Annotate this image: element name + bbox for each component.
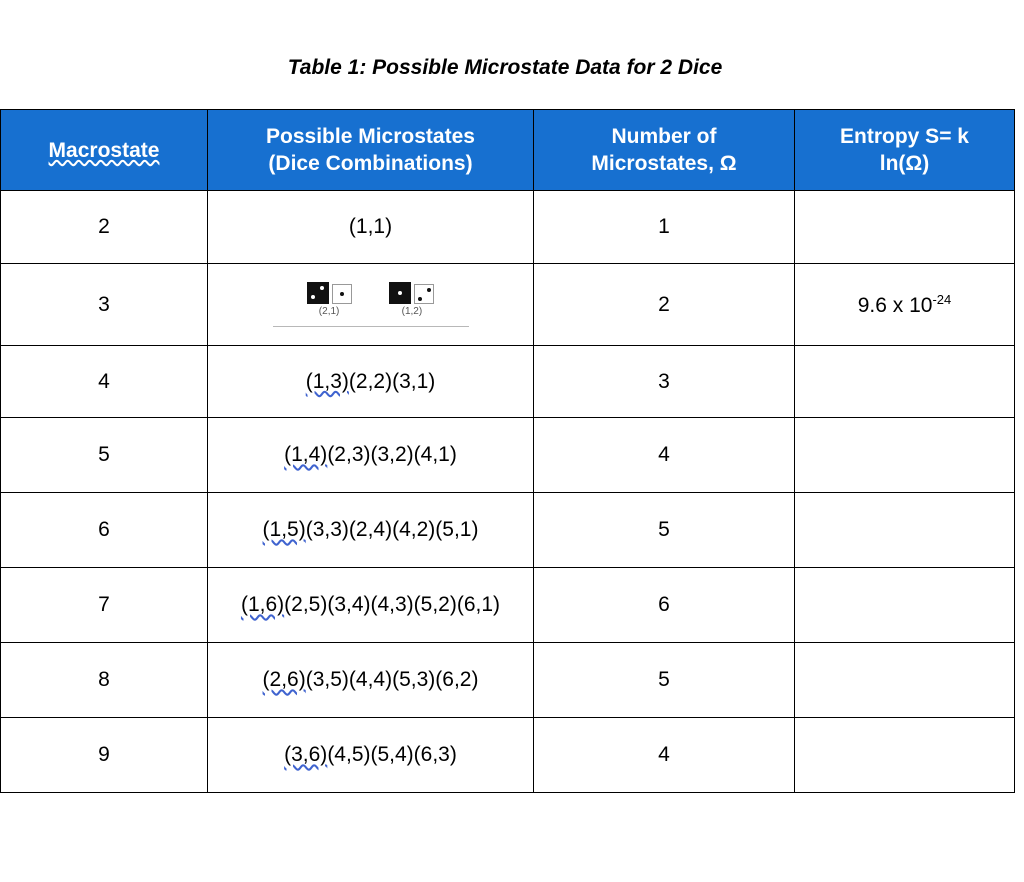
entropy-cell	[795, 418, 1015, 493]
macrostate-cell: 6	[1, 493, 208, 568]
macrostate-cell: 4	[1, 346, 208, 418]
count-cell: 4	[534, 718, 795, 793]
dice-pair-label: (2,1)	[318, 306, 340, 317]
spellcheck-flagged-text: (1,3)	[305, 369, 349, 393]
microstates-cell	[208, 718, 534, 793]
macrostate-cell: 5	[1, 418, 208, 493]
macrostate-cell: 2	[1, 191, 208, 264]
microstates-cell	[208, 346, 534, 418]
microstates-rest: (3,5)(4,4)(5,3)(6,2)	[305, 668, 479, 691]
table-row	[1, 264, 1015, 346]
header-microstates-line1: Possible Microstates	[266, 125, 475, 148]
microstates-rest: (2,3)(3,2)(4,1)	[327, 443, 457, 466]
entropy-cell	[795, 718, 1015, 793]
dice-pair-2-1	[307, 282, 352, 317]
entropy-cell	[795, 493, 1015, 568]
dice-pair-1-2	[389, 282, 434, 317]
entropy-cell	[795, 191, 1015, 264]
spellcheck-flagged-text: (1,4)	[284, 443, 328, 466]
entropy-cell	[795, 643, 1015, 718]
header-microstates-line2: (Dice Combinations)	[268, 152, 473, 175]
microstate-table	[0, 109, 1015, 793]
table-caption: Table 1: Possible Microstate Data for 2 Dice	[287, 56, 723, 79]
table-row	[1, 191, 1015, 264]
table-row	[1, 418, 1015, 493]
die-face-two-icon	[414, 284, 434, 304]
count-cell: 4	[534, 418, 795, 493]
header-row	[1, 110, 1015, 191]
table-row	[1, 718, 1015, 793]
microstates-rest: (4,5)(5,4)(6,3)	[327, 743, 457, 766]
microstates-cell	[208, 643, 534, 718]
entropy-exponent: -24	[932, 291, 952, 307]
count-cell: 3	[534, 346, 795, 418]
header-number-line1: Number of	[611, 125, 717, 148]
spellcheck-flagged-text: (2,6)	[262, 668, 306, 691]
header-entropy	[795, 110, 1015, 191]
spellcheck-flagged-text: (3,6)	[284, 743, 328, 766]
die-face-one-icon	[332, 284, 352, 304]
count-cell: 2	[534, 264, 795, 346]
dice-pair-label: (1,2)	[401, 306, 423, 317]
die-face-one-icon	[389, 282, 411, 304]
table-row	[1, 568, 1015, 643]
microstates-rest: (2,5)(3,4)(4,3)(5,2)(6,1)	[284, 593, 501, 616]
microstates-cell: (1,1)	[208, 191, 534, 264]
header-macrostate	[1, 110, 208, 191]
count-cell: 5	[534, 643, 795, 718]
count-cell: 6	[534, 568, 795, 643]
count-cell: 5	[534, 493, 795, 568]
macrostate-cell: 8	[1, 643, 208, 718]
entropy-cell	[795, 568, 1015, 643]
header-macrostate-label: Macrostate	[48, 138, 160, 162]
die-face-two-icon	[307, 282, 329, 304]
spellcheck-flagged-text: (1,6)	[240, 593, 285, 616]
microstates-cell	[208, 568, 534, 643]
count-cell: 1	[534, 191, 795, 264]
entropy-cell	[795, 346, 1015, 418]
entropy-cell	[795, 264, 1015, 346]
microstates-cell	[208, 418, 534, 493]
spellcheck-flagged-text: (1,5)	[262, 518, 306, 541]
header-number-of-microstates	[534, 110, 795, 191]
header-entropy-line2: ln(Ω)	[879, 152, 930, 175]
macrostate-cell: 7	[1, 568, 208, 643]
microstates-rest: (3,3)(2,4)(4,2)(5,1)	[305, 518, 479, 541]
entropy-value: 9.6 x 10	[857, 293, 933, 317]
dice-figure	[273, 282, 469, 327]
macrostate-cell: 9	[1, 718, 208, 793]
table-row	[1, 643, 1015, 718]
header-microstates	[208, 110, 534, 191]
table-row	[1, 346, 1015, 418]
header-entropy-line1: Entropy S= k	[840, 125, 969, 148]
microstates-rest: (2,2)(3,1)	[348, 369, 436, 393]
table-row	[1, 493, 1015, 568]
header-number-line2: Microstates, Ω	[591, 152, 737, 175]
microstates-cell	[208, 493, 534, 568]
microstates-cell	[208, 264, 534, 346]
macrostate-cell: 3	[1, 264, 208, 346]
